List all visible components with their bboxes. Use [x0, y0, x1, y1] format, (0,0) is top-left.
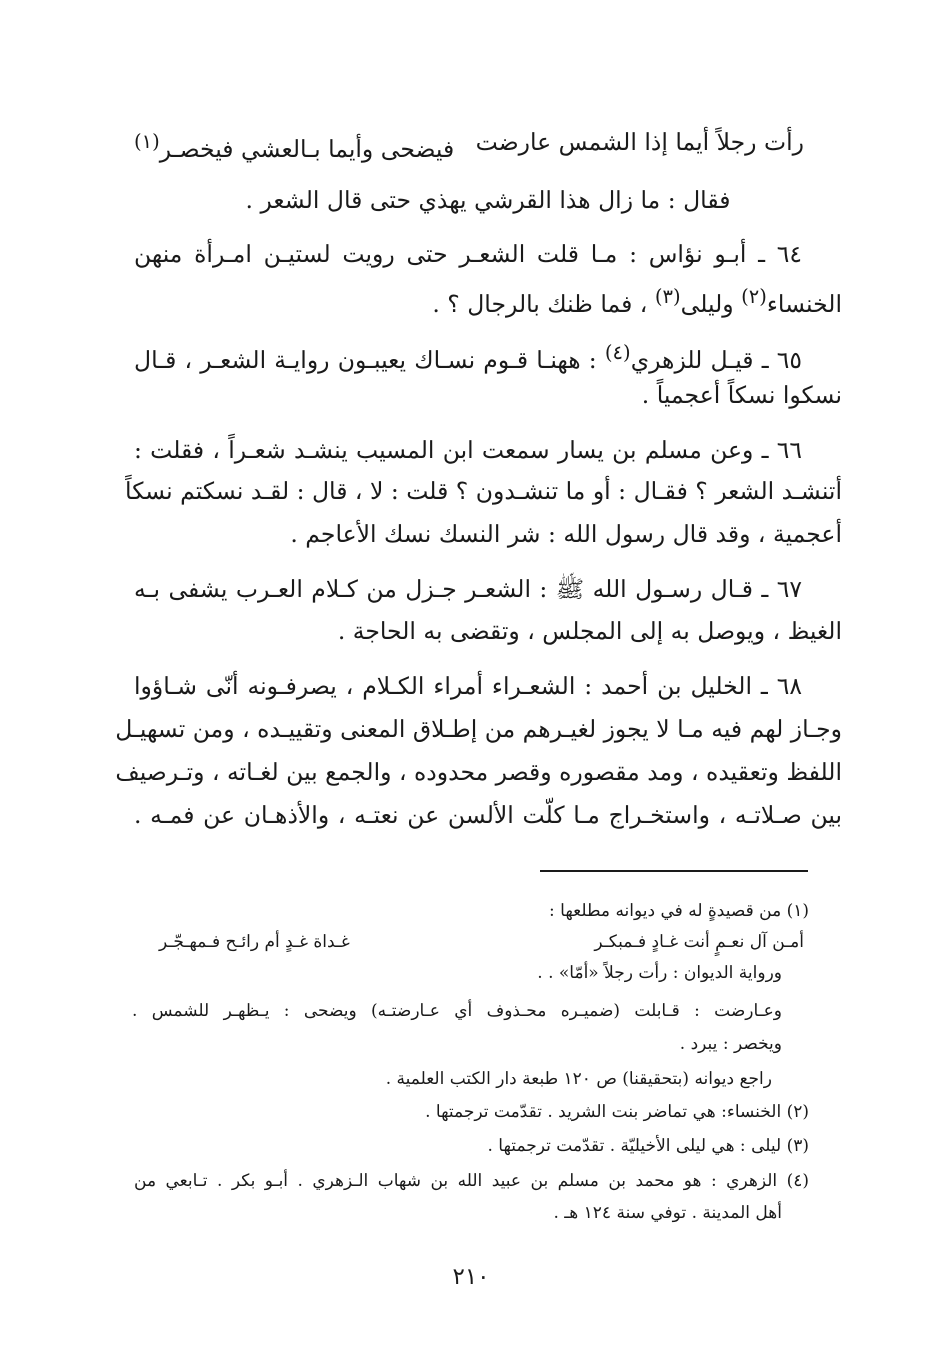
body-line: أتنشـد الشعر ؟ فقـال : أو ما تنشـدون ؟ قلت : لا ، قال : لقـد نسكتم نسكاً: [125, 477, 842, 505]
body-line-entry-68: ٦٨ ـ الخليل بن أحمد : الشعـراء أمراء الكـلام ، يصرفـونه أنّى شـاؤوا: [134, 672, 802, 700]
footnote-separator: [540, 870, 808, 872]
body-line: نسكوا نسكاً أعجمياً .: [641, 381, 842, 409]
body-line: وجـاز لهم فيه مـا لا يجوز لغيـرهم من إطـلاق المعنى وتقييـده ، ومن تسهيـل: [115, 715, 842, 743]
footnote-verse: [159, 927, 804, 957]
footnote-line: راجع ديوانه (بتحقيقنا) ص ١٢٠ طبعة دار الكتب العلمية .: [385, 1069, 772, 1089]
body-line: اللفظ وتعقيده ، ومد مقصوره وقصر محدوده ، والجمع بين لغـاته ، وتـرصيف: [115, 758, 842, 786]
body-line: الخنساء$^{(٢)}$ وليلى$^{(٣)}$ ، فما ظنك بالرجال ؟ .: [432, 285, 842, 318]
body-line: فقال : ما زال هذا القرشي يهذي حتى قال الشعر .: [245, 186, 731, 214]
verse-first-hemistich: رأت رجلاً أيما إذا الشمس عارضت: [475, 128, 804, 156]
body-line-entry-67: ٦٧ ـ قـال رسـول الله ﷺ : الشعـر جـزل من كـلام العـرب يشفى بـه: [134, 575, 802, 603]
body-line: أعجمية ، وقد قال رسول الله : شر النسك نسك الأعاجم .: [290, 520, 842, 548]
footnote-line: (١) من قصيدةٍ له في ديوانه مطلعها :: [549, 901, 809, 921]
footnote-line: (٢) الخنساء: هي تماضر بنت الشريد . تقدّمت ترجمتها .: [425, 1102, 809, 1122]
body-line-entry-65: ٦٥ ـ قيـل للزهري$^{(٤)}$ : ههنـا قـوم نسـاك يعيبـون روايـة الشعـر ، قـال: [134, 341, 802, 374]
body-line: الغيظ ، ويوصل به إلى المجلس ، وتقضى به الحاجة .: [337, 617, 842, 645]
body-line-entry-66: ٦٦ ـ وعن مسلم بن يسار سمعت ابن المسيب ينشـد شعـراً ، فقلت :: [134, 436, 802, 464]
page-number: ٢١٠: [452, 1264, 490, 1290]
footnote-line: (٤) الزهري : هو محمد بن مسلم بن عبيد الله بن شهاب الـزهري . أبـو بكر . تـابعي من: [134, 1171, 809, 1191]
body-line: بين صـلاتـه ، واستخـراج مـا كلّت الألسن عن نعتـه ، والأذهـان عن فمـه .: [134, 801, 842, 829]
footnote-line: ورواية الديوان : رأت رجلاً «أمّا» . .: [537, 963, 782, 983]
body-line-entry-64: ٦٤ ـ أبـو نؤاس : مـا قلت الشعـر حتى رويت لستيـن امـرأة منهن: [134, 240, 802, 268]
verse-second-hemistich: فيضحى وأيما بـالعشي فيخصـر$^{(١)}$: [134, 130, 455, 163]
verse-line: [134, 122, 804, 169]
footnote-line: (٣) ليلى : هي ليلى الأخيليّة . تقدّمت ترجمتها .: [487, 1136, 809, 1156]
footnote-verse-second-hemistich: غـداة غـدٍ أم رائـح فـمهـجّـر: [159, 932, 350, 952]
footnote-verse-first-hemistich: أمـن آل نعـمٍ أنت غـادٍ فـمبكـر: [594, 932, 804, 952]
footnote-line: أهل المدينة . توفي سنة ١٢٤ هـ .: [553, 1203, 782, 1223]
footnote-line: وعـارضت : قـابلت (ضميـره محـذوف أي عـارضتـه) ويضحى : يـظهـر للشمس .: [132, 1001, 782, 1021]
footnote-line: ويخصر : يبرد .: [679, 1034, 782, 1054]
